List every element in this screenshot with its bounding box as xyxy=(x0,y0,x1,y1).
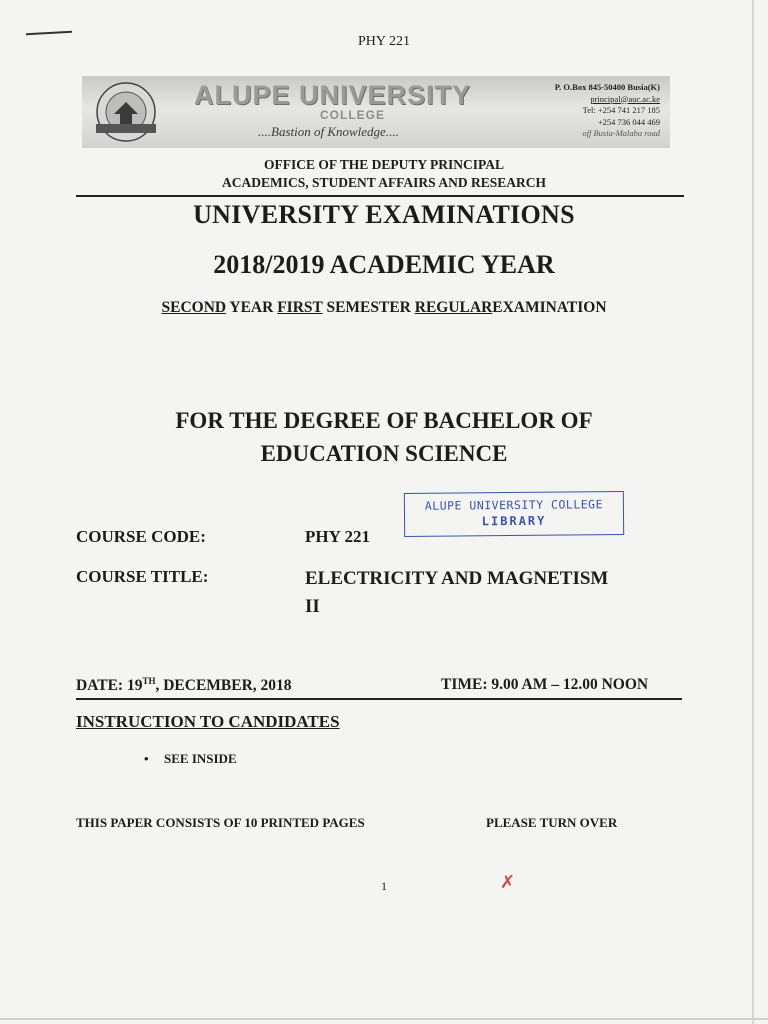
college-word: COLLEGE xyxy=(320,108,386,122)
course-title-value xyxy=(305,565,685,621)
course-code-value: PHY 221 xyxy=(305,527,371,546)
degree-line-2: EDUCATION SCIENCE xyxy=(260,441,508,466)
bullet-icon: • xyxy=(144,751,149,766)
course-code-label: COURSE CODE: xyxy=(76,527,206,546)
exam-date xyxy=(76,676,292,695)
header-course-code: PHY 221 xyxy=(358,34,410,49)
course-title-label: COURSE TITLE: xyxy=(76,567,209,586)
office-line-2: ACADEMICS, STUDENT AFFAIRS AND RESEARCH xyxy=(222,175,546,190)
semester-first: FIRST xyxy=(277,299,323,316)
telephone-1: Tel: +254 741 217 185 xyxy=(582,105,660,115)
turn-over-note: PLEASE TURN OVER xyxy=(486,815,618,830)
road-address: off Busia-Malaba road xyxy=(582,128,660,138)
divider-bottom xyxy=(76,698,682,700)
exam-title: UNIVERSITY EXAMINATIONS xyxy=(193,200,575,229)
library-stamp xyxy=(404,491,624,537)
semester-word: SEMESTER xyxy=(322,299,415,316)
page-count-note: THIS PAPER CONSISTS OF 10 PRINTED PAGES xyxy=(76,815,365,830)
date-prefix: DATE: 19 xyxy=(76,677,143,695)
stamp-line-1: ALUPE UNIVERSITY COLLEGE xyxy=(424,497,604,513)
contact-block xyxy=(555,82,660,140)
page-number: 1 xyxy=(381,879,387,893)
semester-line xyxy=(0,299,768,317)
semester-regular: REGULAR xyxy=(414,299,493,316)
semester-examination: EXAMINATION xyxy=(492,299,607,316)
course-title-line-1: ELECTRICITY AND MAGNETISM xyxy=(305,568,609,589)
degree-line-1: FOR THE DEGREE OF BACHELOR OF xyxy=(175,408,593,433)
office-heading xyxy=(0,156,768,192)
stamp-line-2: LIBRARY xyxy=(481,513,547,529)
university-name: ALUPE UNIVERSITY xyxy=(194,80,472,110)
email-address: principal@auc.ac.ke xyxy=(590,93,660,104)
degree-heading xyxy=(0,404,768,470)
page-edge-bottom xyxy=(0,1018,768,1020)
instruction-item-text: SEE INSIDE xyxy=(164,751,237,766)
po-box: P. O.Box 845-50400 Busia(K) xyxy=(554,82,660,92)
date-suffix: , DECEMBER, 2018 xyxy=(155,677,292,695)
telephone-2: +254 736 044 469 xyxy=(597,116,660,127)
exam-time: TIME: 9.00 AM – 12.00 NOON xyxy=(441,676,649,693)
date-ordinal: TH xyxy=(142,676,156,686)
instructions-heading: INSTRUCTION TO CANDIDATES xyxy=(76,712,340,731)
page-edge-right xyxy=(752,0,754,1024)
red-tick-icon: ✗ xyxy=(500,872,516,892)
semester-year-word: YEAR xyxy=(226,299,278,316)
office-line-1: OFFICE OF THE DEPUTY PRINCIPAL xyxy=(263,157,504,172)
semester-second: SECOND xyxy=(161,299,227,316)
instruction-item xyxy=(144,751,237,767)
academic-year-title: 2018/2019 ACADEMIC YEAR xyxy=(213,250,555,279)
course-title-line-2: II xyxy=(305,596,320,617)
university-motto: ....Bastion of Knowledge.... xyxy=(258,124,399,139)
university-crest-icon xyxy=(88,80,164,144)
divider-top xyxy=(76,195,684,197)
university-letterhead xyxy=(82,76,670,148)
